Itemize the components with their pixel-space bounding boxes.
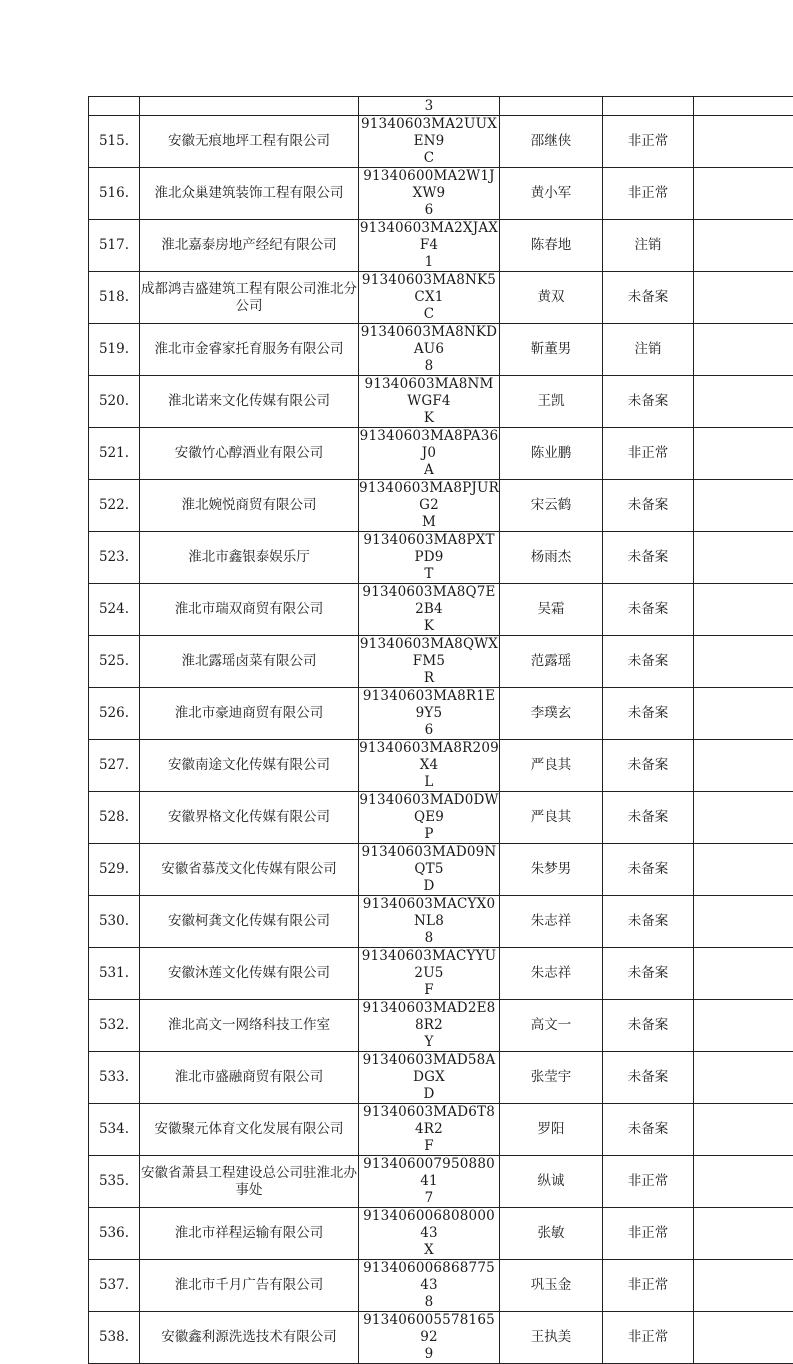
cell-credit-code xyxy=(359,740,500,792)
table-row xyxy=(89,1260,793,1312)
cell-status: 非正常 xyxy=(603,428,694,480)
cell-credit-code xyxy=(359,1312,500,1364)
cell-extra xyxy=(694,792,793,844)
cell-extra xyxy=(694,324,793,376)
table-row xyxy=(89,116,793,168)
cell-credit-code xyxy=(359,324,500,376)
cell-number: 515. xyxy=(89,116,140,168)
credit-code-line: 91340603MAD2E88R2 xyxy=(359,1000,499,1034)
credit-code-line: 91340603MACYX0NL8 xyxy=(359,896,499,930)
cell-credit-code xyxy=(359,1000,500,1052)
cell-legal-person: 巩玉金 xyxy=(500,1260,603,1312)
table-row xyxy=(89,532,793,584)
cell-credit-code xyxy=(359,844,500,896)
table-row xyxy=(89,1104,793,1156)
table-row xyxy=(89,168,793,220)
table-row xyxy=(89,948,793,1000)
cell-credit-code xyxy=(359,220,500,272)
table-row xyxy=(89,376,793,428)
registry-table-body xyxy=(89,97,793,1364)
cell-extra xyxy=(694,480,793,532)
cell-credit-code xyxy=(359,428,500,480)
credit-code-line: Y xyxy=(359,1034,499,1051)
cell-credit-code xyxy=(359,948,500,1000)
credit-code-line: 91340600680800043 xyxy=(359,1208,499,1242)
cell-legal-person: 宋云鹤 xyxy=(500,480,603,532)
cell-extra xyxy=(694,948,793,1000)
credit-code-line: 1 xyxy=(359,254,499,271)
cell-company-name: 安徽沐莲文化传媒有限公司 xyxy=(140,948,359,1000)
table-row xyxy=(89,1312,793,1364)
cell-credit-code xyxy=(359,896,500,948)
cell-extra xyxy=(694,532,793,584)
cell-status: 未备案 xyxy=(603,1104,694,1156)
cell-company-name: 安徽聚元体育文化发展有限公司 xyxy=(140,1104,359,1156)
cell-company-name: 淮北市金睿家托育服务有限公司 xyxy=(140,324,359,376)
table-row xyxy=(89,1208,793,1260)
credit-code-line: 91340603MACYYU2U5 xyxy=(359,948,499,982)
cell-number: 527. xyxy=(89,740,140,792)
credit-code-line: 91340603MA2XJAXF4 xyxy=(359,220,499,254)
credit-code-line: 91340603MA8Q7E2B4 xyxy=(359,584,499,618)
table-row xyxy=(89,584,793,636)
cell-status: 未备案 xyxy=(603,480,694,532)
credit-code-line: 91340603MAD58ADGX xyxy=(359,1052,499,1086)
cell-status: 未备案 xyxy=(603,1000,694,1052)
credit-code-line: C xyxy=(359,306,499,323)
credit-code-line: 91340603MA8PXTPD9 xyxy=(359,532,499,566)
table-row xyxy=(89,688,793,740)
credit-code-line: F xyxy=(359,1138,499,1155)
cell-legal-person: 黄双 xyxy=(500,272,603,324)
credit-code-line: 91340600686877543 xyxy=(359,1260,499,1294)
cell-extra xyxy=(694,116,793,168)
cell-credit-code xyxy=(359,1052,500,1104)
credit-code-line: 91340603MA8R209X4 xyxy=(359,740,499,774)
cell-number: 519. xyxy=(89,324,140,376)
cell-credit-code xyxy=(359,688,500,740)
credit-code-line: 91340603MA8NKDAU6 xyxy=(359,324,499,358)
cell-number: 535. xyxy=(89,1156,140,1208)
cell-credit-code xyxy=(359,376,500,428)
cell-number xyxy=(89,97,140,116)
cell-status: 非正常 xyxy=(603,1312,694,1364)
cell-credit-code xyxy=(359,116,500,168)
cell-legal-person: 朱梦男 xyxy=(500,844,603,896)
credit-code-line: 8 xyxy=(359,1294,499,1311)
cell-credit-code xyxy=(359,584,500,636)
cell-legal-person: 严良其 xyxy=(500,740,603,792)
cell-extra xyxy=(694,584,793,636)
cell-legal-person xyxy=(500,97,603,116)
credit-code-line: 91340603MA8R1E9Y5 xyxy=(359,688,499,722)
cell-legal-person: 朱志祥 xyxy=(500,948,603,1000)
cell-extra xyxy=(694,168,793,220)
cell-legal-person: 王凯 xyxy=(500,376,603,428)
table-row xyxy=(89,1000,793,1052)
cell-extra xyxy=(694,740,793,792)
cell-company-name: 淮北嘉泰房地产经纪有限公司 xyxy=(140,220,359,272)
table-row xyxy=(89,896,793,948)
cell-legal-person: 吴霜 xyxy=(500,584,603,636)
cell-legal-person: 纵诚 xyxy=(500,1156,603,1208)
cell-company-name: 安徽省慕茂文化传媒有限公司 xyxy=(140,844,359,896)
cell-company-name: 淮北市千月广告有限公司 xyxy=(140,1260,359,1312)
table-row xyxy=(89,844,793,896)
cell-status: 未备案 xyxy=(603,272,694,324)
cell-credit-code xyxy=(359,168,500,220)
cell-credit-code xyxy=(359,532,500,584)
cell-extra xyxy=(694,1312,793,1364)
cell-credit-code xyxy=(359,636,500,688)
cell-company-name: 淮北市祥程运输有限公司 xyxy=(140,1208,359,1260)
cell-status: 未备案 xyxy=(603,584,694,636)
cell-company-name: 安徽鑫利源洗选技术有限公司 xyxy=(140,1312,359,1364)
cell-status: 非正常 xyxy=(603,168,694,220)
cell-extra xyxy=(694,272,793,324)
credit-code-line: M xyxy=(359,514,499,531)
credit-code-line: C xyxy=(359,150,499,167)
cell-company-name: 安徽省萧县工程建设总公司驻淮北办事处 xyxy=(140,1156,359,1208)
cell-number: 516. xyxy=(89,168,140,220)
credit-code-line: 7 xyxy=(359,1190,499,1207)
cell-status: 未备案 xyxy=(603,688,694,740)
credit-code-line: 8 xyxy=(359,930,499,947)
credit-code-line: 91340603MA8PJURG2 xyxy=(359,480,499,514)
credit-code-line: 91340603MA8NMWGF4 xyxy=(359,376,499,410)
cell-credit-code xyxy=(359,1260,500,1312)
cell-number: 526. xyxy=(89,688,140,740)
cell-extra xyxy=(694,1208,793,1260)
credit-code-line: P xyxy=(359,826,499,843)
table-row xyxy=(89,1156,793,1208)
cell-company-name: 安徽竹心醇酒业有限公司 xyxy=(140,428,359,480)
cell-company-name: 淮北诺来文化传媒有限公司 xyxy=(140,376,359,428)
cell-extra xyxy=(694,1156,793,1208)
cell-status: 未备案 xyxy=(603,740,694,792)
credit-code-line: 91340603MAD09NQT5 xyxy=(359,844,499,878)
cell-status: 未备案 xyxy=(603,844,694,896)
cell-company-name: 淮北市瑞双商贸有限公司 xyxy=(140,584,359,636)
credit-code-line: 91340600795088041 xyxy=(359,1156,499,1190)
cell-company-name: 安徽柯龚文化传媒有限公司 xyxy=(140,896,359,948)
credit-code-line: 91340603MAD0DWQE9 xyxy=(359,792,499,826)
cell-number: 518. xyxy=(89,272,140,324)
cell-credit-code xyxy=(359,792,500,844)
cell-company-name: 安徽无痕地坪工程有限公司 xyxy=(140,116,359,168)
cell-legal-person: 严良其 xyxy=(500,792,603,844)
credit-code-line: 91340603MA8QWXFM5 xyxy=(359,636,499,670)
cell-number: 521. xyxy=(89,428,140,480)
cell-legal-person: 靳董男 xyxy=(500,324,603,376)
cell-company-name: 淮北众巢建筑装饰工程有限公司 xyxy=(140,168,359,220)
cell-number: 531. xyxy=(89,948,140,1000)
cell-extra xyxy=(694,1052,793,1104)
cell-company-name: 淮北市鑫银泰娱乐厅 xyxy=(140,532,359,584)
cell-legal-person: 黄小军 xyxy=(500,168,603,220)
cell-number: 529. xyxy=(89,844,140,896)
cell-number: 528. xyxy=(89,792,140,844)
cell-legal-person: 邵继侠 xyxy=(500,116,603,168)
cell-status: 注销 xyxy=(603,324,694,376)
registry-table xyxy=(88,96,793,1364)
credit-code-line: 91340600557816592 xyxy=(359,1312,499,1346)
cell-number: 530. xyxy=(89,896,140,948)
cell-legal-person: 高文一 xyxy=(500,1000,603,1052)
cell-company-name: 淮北市盛融商贸有限公司 xyxy=(140,1052,359,1104)
cell-number: 524. xyxy=(89,584,140,636)
cell-number: 537. xyxy=(89,1260,140,1312)
cell-status: 未备案 xyxy=(603,532,694,584)
cell-credit-code: 3 xyxy=(359,97,500,116)
cell-number: 532. xyxy=(89,1000,140,1052)
table-row xyxy=(89,480,793,532)
cell-number: 525. xyxy=(89,636,140,688)
credit-code-line: X xyxy=(359,1242,499,1259)
cell-status: 未备案 xyxy=(603,792,694,844)
table-row xyxy=(89,428,793,480)
cell-company-name: 安徽南途文化传媒有限公司 xyxy=(140,740,359,792)
credit-code-line: K xyxy=(359,618,499,635)
cell-extra xyxy=(694,896,793,948)
cell-legal-person: 王执美 xyxy=(500,1312,603,1364)
cell-extra xyxy=(694,376,793,428)
credit-code-line: T xyxy=(359,566,499,583)
credit-code-line: R xyxy=(359,670,499,687)
table-row xyxy=(89,792,793,844)
cell-company-name xyxy=(140,97,359,116)
cell-company-name: 淮北婉悦商贸有限公司 xyxy=(140,480,359,532)
cell-number: 517. xyxy=(89,220,140,272)
cell-credit-code xyxy=(359,480,500,532)
cell-legal-person: 杨雨杰 xyxy=(500,532,603,584)
cell-number: 538. xyxy=(89,1312,140,1364)
table-row xyxy=(89,740,793,792)
cell-status: 未备案 xyxy=(603,1052,694,1104)
table-row xyxy=(89,272,793,324)
cell-legal-person: 张莹宇 xyxy=(500,1052,603,1104)
cell-legal-person: 陈春地 xyxy=(500,220,603,272)
cell-status xyxy=(603,97,694,116)
credit-code-line: D xyxy=(359,878,499,895)
credit-code-line: 91340603MA8PA36J0 xyxy=(359,428,499,462)
cell-legal-person: 范露瑶 xyxy=(500,636,603,688)
cell-status: 非正常 xyxy=(603,1260,694,1312)
cell-number: 534. xyxy=(89,1104,140,1156)
credit-code-line: 91340603MA2UUXEN9 xyxy=(359,116,499,150)
credit-code-line: 8 xyxy=(359,358,499,375)
cell-company-name: 淮北露瑶卤菜有限公司 xyxy=(140,636,359,688)
cell-company-name: 成都鸿吉盛建筑工程有限公司淮北分公司 xyxy=(140,272,359,324)
cell-credit-code xyxy=(359,1208,500,1260)
cell-status: 非正常 xyxy=(603,1208,694,1260)
cell-extra xyxy=(694,688,793,740)
credit-code-line: 91340603MA8NK5CX1 xyxy=(359,272,499,306)
cell-legal-person: 张敏 xyxy=(500,1208,603,1260)
credit-code-line: A xyxy=(359,462,499,479)
cell-status: 未备案 xyxy=(603,896,694,948)
cell-legal-person: 李璞玄 xyxy=(500,688,603,740)
cell-extra xyxy=(694,1260,793,1312)
credit-code-line: 6 xyxy=(359,722,499,739)
table-row xyxy=(89,636,793,688)
cell-status: 注销 xyxy=(603,220,694,272)
credit-code-line: K xyxy=(359,410,499,427)
credit-code-line: 91340603MAD6T84R2 xyxy=(359,1104,499,1138)
credit-code-line: 6 xyxy=(359,202,499,219)
cell-number: 533. xyxy=(89,1052,140,1104)
table-row xyxy=(89,220,793,272)
credit-code-line: L xyxy=(359,774,499,791)
cell-extra xyxy=(694,428,793,480)
cell-extra xyxy=(694,97,793,116)
credit-code-line: F xyxy=(359,982,499,999)
continuation-row xyxy=(89,97,793,116)
cell-status: 非正常 xyxy=(603,116,694,168)
cell-legal-person: 罗阳 xyxy=(500,1104,603,1156)
cell-status: 未备案 xyxy=(603,636,694,688)
cell-credit-code xyxy=(359,1104,500,1156)
cell-number: 523. xyxy=(89,532,140,584)
cell-status: 未备案 xyxy=(603,376,694,428)
cell-credit-code xyxy=(359,1156,500,1208)
cell-extra xyxy=(694,220,793,272)
cell-status: 未备案 xyxy=(603,948,694,1000)
cell-credit-code xyxy=(359,272,500,324)
cell-extra xyxy=(694,636,793,688)
cell-extra xyxy=(694,1000,793,1052)
cell-status: 非正常 xyxy=(603,1156,694,1208)
cell-extra xyxy=(694,844,793,896)
credit-code-line: 91340600MA2W1JXW9 xyxy=(359,168,499,202)
credit-code-line: D xyxy=(359,1086,499,1103)
cell-legal-person: 陈业鹏 xyxy=(500,428,603,480)
cell-number: 536. xyxy=(89,1208,140,1260)
table-row xyxy=(89,1052,793,1104)
table-row xyxy=(89,324,793,376)
cell-company-name: 安徽界格文化传媒有限公司 xyxy=(140,792,359,844)
cell-legal-person: 朱志祥 xyxy=(500,896,603,948)
cell-number: 522. xyxy=(89,480,140,532)
credit-code-line: 9 xyxy=(359,1346,499,1363)
cell-company-name: 淮北市豪迪商贸有限公司 xyxy=(140,688,359,740)
cell-number: 520. xyxy=(89,376,140,428)
cell-extra xyxy=(694,1104,793,1156)
cell-company-name: 淮北高文一网络科技工作室 xyxy=(140,1000,359,1052)
